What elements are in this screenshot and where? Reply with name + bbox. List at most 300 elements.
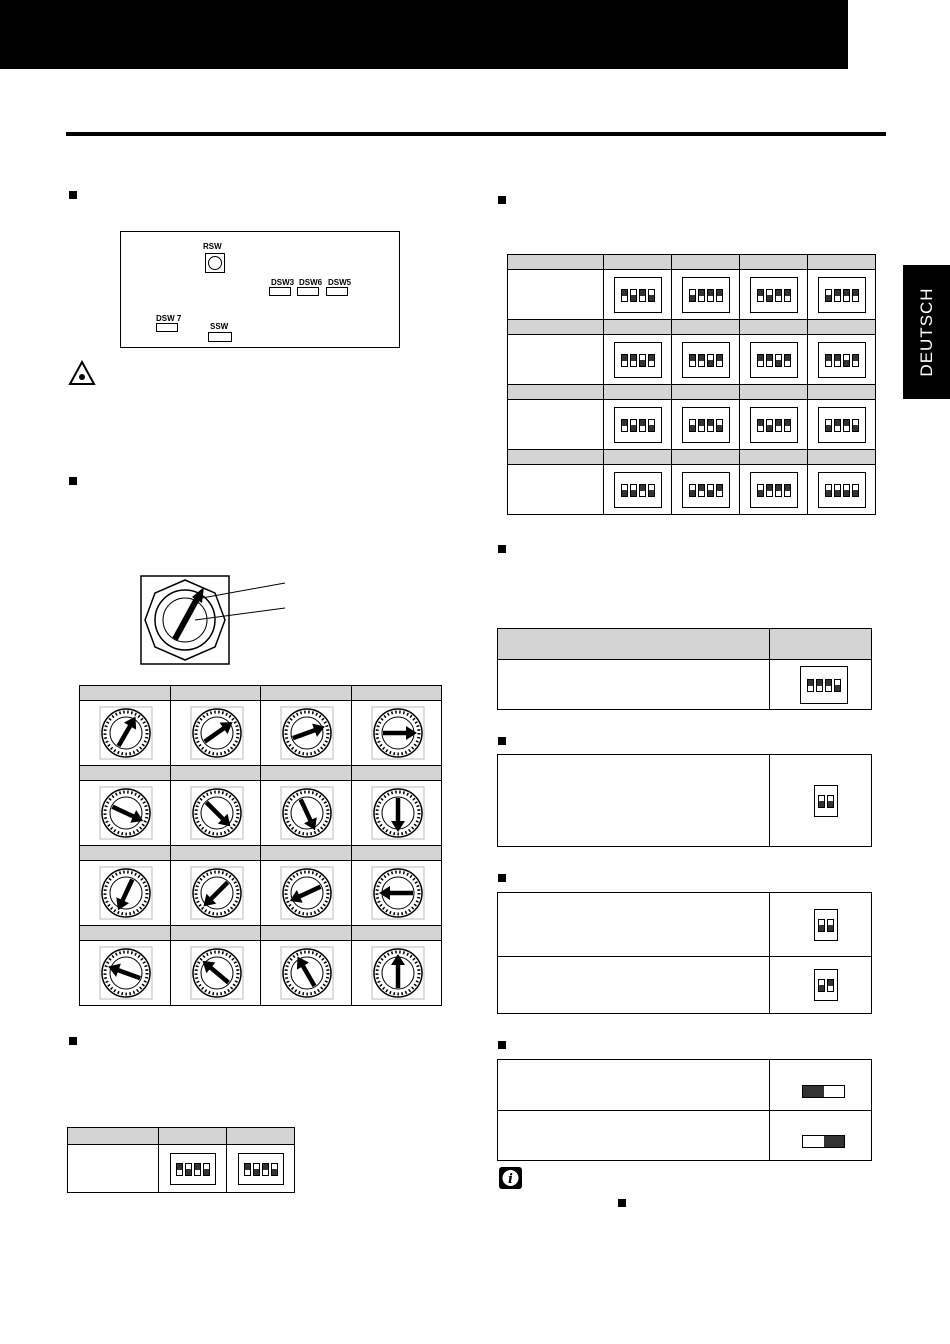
table-cell: [67, 1144, 159, 1193]
dip-pin: [784, 354, 791, 367]
table-header-cell: [260, 845, 352, 861]
dip-pin-knob: [690, 425, 695, 431]
table-cell: [79, 860, 171, 926]
dip-pin: [825, 679, 832, 692]
dip-pin-knob: [785, 355, 790, 361]
table-cell: [603, 399, 672, 450]
dip-pin: [698, 484, 705, 497]
dip-switch: [614, 407, 662, 443]
table-cell: [497, 892, 770, 957]
table-header-cell: [603, 319, 672, 335]
dip-switch: [814, 785, 838, 817]
square-bullet-icon: [498, 545, 506, 553]
square-bullet-icon: [498, 737, 506, 745]
dip-pin-knob: [844, 360, 849, 366]
table-header-cell: [603, 384, 672, 400]
dip-pin: [716, 289, 723, 302]
table-header-cell: [226, 1127, 295, 1145]
dip-pin-knob: [177, 1164, 182, 1170]
dip-pin-knob: [690, 295, 695, 301]
table-cell: [603, 464, 672, 515]
dip-switch: [682, 472, 730, 508]
dip-pin-knob: [826, 490, 831, 496]
dip-pin-knob: [640, 485, 645, 491]
rotary-dial-icon: [371, 946, 425, 1000]
dip-pin: [716, 419, 723, 432]
dip-pin-knob: [254, 1169, 259, 1175]
dip-pin: [630, 419, 637, 432]
dip-pin-knob: [758, 290, 763, 296]
dip-pin-knob: [844, 490, 849, 496]
language-tab[interactable]: [903, 265, 950, 399]
dip-pin: [630, 354, 637, 367]
dip-pin: [757, 419, 764, 432]
dip-pin-knob: [808, 680, 813, 686]
dip-pin: [621, 289, 628, 302]
dip-pin: [766, 354, 773, 367]
dip-pin: [852, 419, 859, 432]
dsw-two-pin-table-b: [497, 892, 872, 1014]
svg-text:i: i: [508, 1172, 513, 1187]
table-cell: [170, 700, 262, 766]
table-header-cell: [79, 925, 171, 941]
dip-pin: [621, 419, 628, 432]
rotary-dial-icon: [280, 706, 334, 760]
table-header-cell: [507, 384, 604, 400]
dip-pin-knob: [631, 490, 636, 496]
rotary-dial-icon: [99, 706, 153, 760]
table-header-cell: [67, 1127, 159, 1145]
dip-pin: [621, 484, 628, 497]
dip-pin: [852, 289, 859, 302]
table-header-cell: [79, 685, 171, 701]
dip-pin: [648, 484, 655, 497]
dip-pin-knob: [204, 1169, 209, 1175]
table-cell: [671, 399, 740, 450]
dip-pin: [194, 1163, 201, 1176]
dip-pin: [757, 354, 764, 367]
table-cell: [260, 860, 352, 926]
rotary-dial-icon: [190, 786, 244, 840]
dip-pin-knob: [640, 420, 645, 426]
dip-pin: [621, 354, 628, 367]
caution-triangle-icon: [68, 360, 96, 386]
table-cell: [603, 269, 672, 320]
dip-pin-knob: [245, 1164, 250, 1170]
rotary-dial-icon: [280, 946, 334, 1000]
dip-pin: [827, 795, 834, 808]
dip-switch: [750, 342, 798, 378]
table-header-cell: [260, 685, 352, 701]
table-header-cell: [260, 925, 352, 941]
table-cell: [79, 940, 171, 1006]
table-cell: [807, 399, 876, 450]
rotary-dial-icon: [190, 706, 244, 760]
table-cell: [739, 399, 808, 450]
dip-pin-knob: [758, 490, 763, 496]
table-cell: [351, 940, 443, 1006]
dip-pin-knob: [785, 290, 790, 296]
dip-pin-knob: [272, 1169, 277, 1175]
dip-pin-knob: [758, 355, 763, 361]
dip-pin-knob: [785, 485, 790, 491]
table-cell: [260, 940, 352, 1006]
dip-pin-knob: [819, 985, 824, 991]
dip-pin: [244, 1163, 251, 1176]
rsw-component: [205, 253, 225, 273]
dip-pin-knob: [622, 355, 627, 361]
table-header-cell: [807, 254, 876, 270]
dip-pin-knob: [640, 360, 645, 366]
table-header-cell: [739, 319, 808, 335]
rotary-dial-icon: [371, 706, 425, 760]
table-cell: [769, 1059, 872, 1111]
table-header-cell: [158, 1127, 227, 1145]
dip-pin-knob: [785, 420, 790, 426]
table-header-cell: [351, 845, 443, 861]
dip-switch: [750, 277, 798, 313]
dip-pin-knob: [717, 425, 722, 431]
dip-pin: [834, 484, 841, 497]
table-header-cell: [351, 685, 443, 701]
table-cell: [497, 754, 770, 847]
table-header-cell: [507, 254, 604, 270]
dip-pin: [630, 484, 637, 497]
dip-pin: [689, 289, 696, 302]
dip-pin: [766, 419, 773, 432]
table-cell: [170, 780, 262, 846]
table-cell: [769, 892, 872, 957]
dip-pin-knob: [853, 290, 858, 296]
dip-pin: [707, 289, 714, 302]
dip-pin: [271, 1163, 278, 1176]
table-cell: [807, 464, 876, 515]
dip-pin-knob: [186, 1169, 191, 1175]
dip-pin-knob: [640, 290, 645, 296]
dip-pin: [766, 484, 773, 497]
dip-pin-knob: [828, 925, 833, 931]
dip-setting-table: [507, 254, 874, 521]
dip-pin: [818, 979, 825, 992]
rotary-dial-icon: [190, 946, 244, 1000]
dip-pin: [766, 289, 773, 302]
table-header-cell: [507, 319, 604, 335]
table-header-cell: [260, 765, 352, 781]
dsw3-component: [269, 287, 291, 296]
dip-pin-knob: [708, 290, 713, 296]
dip-pin: [784, 289, 791, 302]
table-header-cell: [807, 319, 876, 335]
table-cell: [807, 334, 876, 385]
dip-pin: [689, 419, 696, 432]
square-bullet-icon: [69, 1037, 77, 1045]
dip-pin-knob: [826, 425, 831, 431]
slide-switch-left: [802, 1085, 845, 1098]
dip-pin-knob: [649, 490, 654, 496]
dip-switch: [818, 407, 866, 443]
dip-pin-knob: [717, 355, 722, 361]
table-cell: [170, 940, 262, 1006]
dip-switch: [818, 472, 866, 508]
dip-pin-knob: [853, 355, 858, 361]
rotary-dial-icon: [280, 866, 334, 920]
dip-pin-knob: [717, 485, 722, 491]
square-bullet-icon: [498, 874, 506, 882]
dip-pin-knob: [699, 485, 704, 491]
dip-pin: [689, 354, 696, 367]
table-header-cell: [497, 628, 770, 660]
square-bullet-icon: [69, 477, 77, 485]
table-header-cell: [671, 319, 740, 335]
dip-pin-knob: [835, 685, 840, 691]
dip-pin: [262, 1163, 269, 1176]
dip-pin-knob: [622, 290, 627, 296]
table-header-cell: [351, 925, 443, 941]
dip-pin-knob: [844, 420, 849, 426]
table-header-cell: [603, 449, 672, 465]
table-cell: [769, 1110, 872, 1161]
table-header-cell: [807, 449, 876, 465]
dip-pin-knob: [631, 355, 636, 361]
dip-switch: [818, 277, 866, 313]
dip-pin: [852, 484, 859, 497]
dip-pin-knob: [622, 420, 627, 426]
table-header-cell: [79, 765, 171, 781]
dip-switch: [614, 277, 662, 313]
dip-pin: [834, 419, 841, 432]
table-cell: [226, 1144, 295, 1193]
dsw5-component: [326, 287, 348, 296]
table-cell: [671, 334, 740, 385]
table-cell: [769, 754, 872, 847]
table-header-cell: [807, 384, 876, 400]
dip-pin-knob: [758, 420, 763, 426]
section-rule: [66, 132, 886, 136]
dip-switch: [614, 472, 662, 508]
dip-pin-knob: [835, 290, 840, 296]
dip-pin-knob: [853, 425, 858, 431]
table-cell: [351, 780, 443, 846]
language-tab-label: DEUTSCH: [916, 287, 936, 377]
dip-pin-knob: [622, 490, 627, 496]
dip-switch: [682, 342, 730, 378]
dip-switch: [682, 407, 730, 443]
dip-pin: [716, 484, 723, 497]
dip-pin-knob: [776, 485, 781, 491]
dip-pin: [843, 419, 850, 432]
dsw-small-table: [67, 1127, 295, 1193]
dip-pin-knob: [817, 680, 822, 686]
info-icon: [498, 1166, 523, 1190]
table-cell: [769, 956, 872, 1014]
table-cell: [497, 1059, 770, 1111]
rotary-dial-icon: [280, 786, 334, 840]
dip-pin: [784, 484, 791, 497]
dip-pin-knob: [631, 295, 636, 301]
dip-pin: [639, 354, 646, 367]
table-cell: [507, 399, 604, 450]
dip-pin-knob: [844, 290, 849, 296]
dip-pin: [698, 419, 705, 432]
dip-switch: [614, 342, 662, 378]
table-header-cell: [739, 449, 808, 465]
dip-pin-knob: [826, 295, 831, 301]
dip-pin: [807, 679, 814, 692]
dip-pin-knob: [708, 490, 713, 496]
dip-pin-knob: [649, 355, 654, 361]
dip-pin-knob: [767, 295, 772, 301]
dip-pin-knob: [767, 425, 772, 431]
rotary-setting-table: [79, 685, 441, 1010]
dip-pin: [639, 419, 646, 432]
rsw-knob-icon: [208, 256, 222, 270]
rsw-label: RSW: [203, 242, 222, 251]
dip-pin: [775, 289, 782, 302]
dip-pin-knob: [819, 925, 824, 931]
dip-pin: [852, 354, 859, 367]
table-header-cell: [671, 254, 740, 270]
rotary-dial-icon: [371, 786, 425, 840]
table-cell: [497, 956, 770, 1014]
rotary-dial-icon: [99, 946, 153, 1000]
dip-pin-knob: [263, 1164, 268, 1170]
dip-pin-knob: [835, 420, 840, 426]
table-header-cell: [170, 845, 262, 861]
table-header-cell: [739, 254, 808, 270]
table-header-cell: [739, 384, 808, 400]
table-cell: [170, 860, 262, 926]
dip-switch: [682, 277, 730, 313]
dip-pin: [698, 354, 705, 367]
table-cell: [497, 1110, 770, 1161]
rotary-dial-icon: [99, 866, 153, 920]
dip-pin-knob: [699, 290, 704, 296]
dip-switch: [814, 969, 838, 1001]
dip-pin: [834, 679, 841, 692]
table-header-cell: [351, 765, 443, 781]
dip-pin: [648, 419, 655, 432]
dip-pin: [707, 354, 714, 367]
table-cell: [79, 700, 171, 766]
table-cell: [507, 269, 604, 320]
dip-pin: [825, 484, 832, 497]
dip-pin-knob: [776, 420, 781, 426]
table-header-cell: [170, 765, 262, 781]
table-cell: [671, 464, 740, 515]
table-cell: [739, 269, 808, 320]
dsw7-component: [156, 323, 178, 332]
table-cell: [739, 334, 808, 385]
table-cell: [260, 780, 352, 846]
dsw6-component: [297, 287, 319, 296]
table-cell: [497, 659, 770, 710]
dip-pin: [639, 289, 646, 302]
pcb-diagram: [120, 231, 400, 348]
table-cell: [351, 860, 443, 926]
dip-pin: [648, 289, 655, 302]
dip-pin-knob: [649, 295, 654, 301]
dip-pin: [827, 919, 834, 932]
rotary-dial-icon: [371, 866, 425, 920]
dip-switch: [818, 342, 866, 378]
dip-pin: [843, 354, 850, 367]
ssw-component: [208, 332, 232, 342]
dip-pin-knob: [690, 490, 695, 496]
table-cell: [671, 269, 740, 320]
table-cell: [79, 780, 171, 846]
table-cell: [603, 334, 672, 385]
table-cell: [260, 700, 352, 766]
table-header-cell: [603, 254, 672, 270]
dip-pin: [818, 795, 825, 808]
dip-pin-knob: [767, 355, 772, 361]
dip-pin-knob: [699, 420, 704, 426]
header-bar: [0, 0, 848, 69]
table-cell: [769, 659, 872, 710]
dip-pin-knob: [828, 980, 833, 986]
square-bullet-icon: [618, 1199, 626, 1207]
dip-pin: [639, 484, 646, 497]
dip-pin: [630, 289, 637, 302]
dip-pin-knob: [699, 355, 704, 361]
table-cell: [507, 334, 604, 385]
slide-switch-table: [497, 1059, 872, 1161]
dip-pin: [757, 289, 764, 302]
dip-pin: [775, 484, 782, 497]
dip-pin-knob: [826, 680, 831, 686]
table-header-cell: [507, 449, 604, 465]
table-cell: [158, 1144, 227, 1193]
rotary-dial-icon: [99, 786, 153, 840]
dip-pin: [775, 354, 782, 367]
dip-pin: [816, 679, 823, 692]
dsw-two-pin-table-a: [497, 754, 872, 847]
dip-pin: [648, 354, 655, 367]
dip-switch: [800, 666, 848, 704]
dip-pin: [834, 289, 841, 302]
table-header-cell: [769, 628, 872, 660]
rotary-switch-diagram: [140, 575, 230, 665]
table-header-cell: [671, 384, 740, 400]
dip-pin-knob: [828, 801, 833, 807]
dip-pin-knob: [717, 290, 722, 296]
dip-pin: [843, 289, 850, 302]
dsw6-label: DSW6: [299, 278, 323, 287]
dip-pin-knob: [835, 355, 840, 361]
dip-switch: [750, 407, 798, 443]
dip-pin: [253, 1163, 260, 1176]
slide-switch-right: [802, 1135, 845, 1148]
dip-switch: [238, 1153, 284, 1185]
dip-pin-knob: [708, 360, 713, 366]
dip-pin-knob: [767, 485, 772, 491]
dip-pin-knob: [853, 490, 858, 496]
dip-pin: [784, 419, 791, 432]
dsw-single-table: [497, 628, 872, 710]
dip-pin: [707, 484, 714, 497]
dip-pin: [716, 354, 723, 367]
dip-pin-knob: [819, 801, 824, 807]
square-bullet-icon: [69, 191, 77, 199]
table-header-cell: [170, 685, 262, 701]
dip-pin: [834, 354, 841, 367]
dsw5-label: DSW5: [328, 278, 352, 287]
dip-pin: [707, 419, 714, 432]
dip-switch: [750, 472, 798, 508]
ssw-label: SSW: [210, 322, 229, 331]
dip-pin: [185, 1163, 192, 1176]
dip-pin-knob: [776, 290, 781, 296]
